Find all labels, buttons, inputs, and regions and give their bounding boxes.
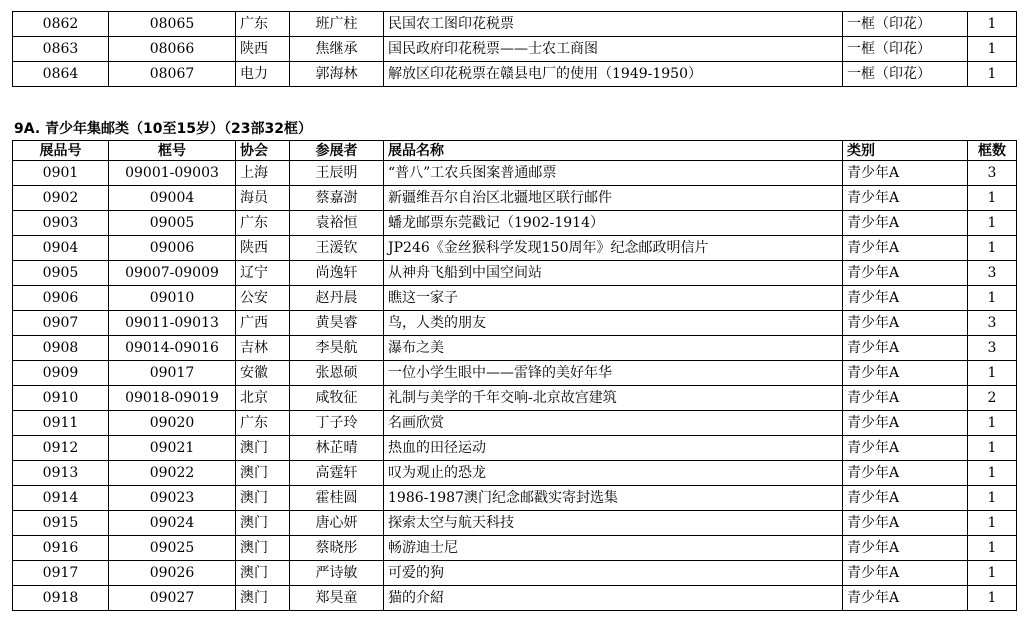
association-cell: 上海: [236, 161, 290, 186]
category-cell: 青少年A: [843, 361, 968, 386]
exhibitor-cell: 张恩硕: [290, 361, 384, 386]
exhibit-no-cell: 0907: [13, 311, 109, 336]
exhibit-name-cell: 鸟，人类的朋友: [384, 311, 843, 336]
frame-count-cell: 1: [968, 536, 1017, 561]
table-row: [13, 161, 1017, 186]
exhibit-no-cell: 0918: [13, 586, 109, 611]
exhibit-no-cell: 0864: [13, 62, 109, 87]
frame-no-cell: 09007-09009: [109, 261, 236, 286]
frame-count-cell: 1: [968, 511, 1017, 536]
category-cell: 青少年A: [843, 586, 968, 611]
frame-no-cell: 09004: [109, 186, 236, 211]
exhibitor-cell: 王辰明: [290, 161, 384, 186]
table-row: [13, 236, 1017, 261]
youth-exhibits-table: [12, 140, 1017, 611]
exhibit-name-cell: 新疆维吾尔自治区北疆地区联行邮件: [384, 186, 843, 211]
table-row: [13, 536, 1017, 561]
exhibit-name-cell: 畅游迪士尼: [384, 536, 843, 561]
frame-no-cell: 09010: [109, 286, 236, 311]
exhibit-name-cell: 从神舟飞船到中国空间站: [384, 261, 843, 286]
category-cell: 青少年A: [843, 336, 968, 361]
exhibit-no-cell: 0911: [13, 411, 109, 436]
frame-no-cell: 09020: [109, 411, 236, 436]
frame-count-cell: 1: [968, 37, 1017, 62]
association-cell: 广东: [236, 411, 290, 436]
category-cell: 青少年A: [843, 236, 968, 261]
exhibit-no-cell: 0908: [13, 336, 109, 361]
frame-count-cell: 3: [968, 261, 1017, 286]
exhibitor-cell: 尚逸轩: [290, 261, 384, 286]
association-cell: 安徽: [236, 361, 290, 386]
header-association: 协会: [236, 141, 290, 161]
exhibit-name-cell: 一位小学生眼中——雷锋的美好年华: [384, 361, 843, 386]
exhibitor-cell: 丁子玲: [290, 411, 384, 436]
frame-no-cell: 08065: [109, 12, 236, 37]
exhibitor-cell: 赵丹晨: [290, 286, 384, 311]
table-row: [13, 62, 1017, 87]
association-cell: 海员: [236, 186, 290, 211]
exhibit-no-cell: 0909: [13, 361, 109, 386]
category-cell: 青少年A: [843, 286, 968, 311]
category-cell: 青少年A: [843, 511, 968, 536]
table-row: [13, 586, 1017, 611]
frame-no-cell: 09024: [109, 511, 236, 536]
exhibitor-cell: 霍桂圆: [290, 486, 384, 511]
exhibitor-cell: 王湲钦: [290, 236, 384, 261]
exhibit-name-cell: JP246《金丝猴科学发现150周年》纪念邮政明信片: [384, 236, 843, 261]
exhibitor-cell: 郑昊童: [290, 586, 384, 611]
table-row: [13, 12, 1017, 37]
category-cell: 青少年A: [843, 211, 968, 236]
exhibitor-cell: 郭海林: [290, 62, 384, 87]
exhibit-name-cell: 国民政府印花税票——士农工商图: [384, 37, 843, 62]
exhibitor-cell: 唐心妍: [290, 511, 384, 536]
exhibitor-cell: 严诗敏: [290, 561, 384, 586]
frame-no-cell: 09027: [109, 586, 236, 611]
frame-count-cell: 1: [968, 186, 1017, 211]
exhibit-no-cell: 0912: [13, 436, 109, 461]
association-cell: 澳门: [236, 436, 290, 461]
header-exhibitor: 参展者: [290, 141, 384, 161]
category-cell: 一框（印花）: [843, 37, 968, 62]
category-cell: 青少年A: [843, 536, 968, 561]
exhibitor-cell: 焦继承: [290, 37, 384, 62]
exhibit-no-cell: 0862: [13, 12, 109, 37]
frame-no-cell: 09018-09019: [109, 386, 236, 411]
frame-no-cell: 08067: [109, 62, 236, 87]
table-row: [13, 186, 1017, 211]
exhibitor-cell: 蔡嘉澍: [290, 186, 384, 211]
exhibit-name-cell: 瀑布之美: [384, 336, 843, 361]
exhibit-no-cell: 0863: [13, 37, 109, 62]
exhibitor-cell: 班广柱: [290, 12, 384, 37]
header-exhibit-no: 展品号: [13, 141, 109, 161]
association-cell: 广西: [236, 311, 290, 336]
exhibitor-cell: 蔡晓彤: [290, 536, 384, 561]
category-cell: 青少年A: [843, 436, 968, 461]
frame-no-cell: 09021: [109, 436, 236, 461]
association-cell: 广东: [236, 12, 290, 37]
table-row: [13, 211, 1017, 236]
exhibit-no-cell: 0916: [13, 536, 109, 561]
exhibitor-cell: 李昊航: [290, 336, 384, 361]
exhibit-name-cell: 解放区印花税票在赣县电厂的使用（1949-1950）: [384, 62, 843, 87]
exhibitor-cell: 黄昊睿: [290, 311, 384, 336]
exhibit-no-cell: 0914: [13, 486, 109, 511]
association-cell: 吉林: [236, 336, 290, 361]
exhibit-no-cell: 0902: [13, 186, 109, 211]
exhibit-name-cell: 猫的介紹: [384, 586, 843, 611]
frame-count-cell: 1: [968, 236, 1017, 261]
association-cell: 澳门: [236, 536, 290, 561]
category-cell: 青少年A: [843, 561, 968, 586]
category-cell: 青少年A: [843, 386, 968, 411]
exhibitor-cell: 高霆轩: [290, 461, 384, 486]
exhibit-name-cell: 民国农工图印花税票: [384, 12, 843, 37]
frame-no-cell: 09017: [109, 361, 236, 386]
table-row: [13, 486, 1017, 511]
category-cell: 一框（印花）: [843, 62, 968, 87]
association-cell: 澳门: [236, 561, 290, 586]
category-cell: 青少年A: [843, 486, 968, 511]
frame-count-cell: 3: [968, 336, 1017, 361]
table-row: [13, 386, 1017, 411]
table-row: [13, 261, 1017, 286]
frame-count-cell: 3: [968, 311, 1017, 336]
frame-no-cell: 09011-09013: [109, 311, 236, 336]
exhibit-name-cell: 蟠龙邮票东莞戳记（1902-1914）: [384, 211, 843, 236]
frame-no-cell: 09023: [109, 486, 236, 511]
category-cell: 青少年A: [843, 161, 968, 186]
table-row: [13, 561, 1017, 586]
frame-no-cell: 09022: [109, 461, 236, 486]
frame-no-cell: 09026: [109, 561, 236, 586]
exhibit-no-cell: 0910: [13, 386, 109, 411]
exhibit-name-cell: 瞧这一家子: [384, 286, 843, 311]
category-cell: 青少年A: [843, 186, 968, 211]
table-row: [13, 436, 1017, 461]
association-cell: 北京: [236, 386, 290, 411]
association-cell: 陕西: [236, 236, 290, 261]
exhibit-name-cell: 礼制与美学的千年交响-北京故宫建筑: [384, 386, 843, 411]
frame-count-cell: 2: [968, 386, 1017, 411]
exhibit-no-cell: 0901: [13, 161, 109, 186]
exhibit-no-cell: 0915: [13, 511, 109, 536]
exhibitor-cell: 林芷晴: [290, 436, 384, 461]
association-cell: 广东: [236, 211, 290, 236]
association-cell: 澳门: [236, 586, 290, 611]
table-row: [13, 336, 1017, 361]
frame-count-cell: 1: [968, 411, 1017, 436]
exhibit-no-cell: 0903: [13, 211, 109, 236]
association-cell: 电力: [236, 62, 290, 87]
frame-no-cell: 09001-09003: [109, 161, 236, 186]
exhibit-name-cell: 热血的田径运动: [384, 436, 843, 461]
frame-count-cell: 1: [968, 486, 1017, 511]
header-category: 类别: [843, 141, 968, 161]
table-row: [13, 461, 1017, 486]
association-cell: 澳门: [236, 511, 290, 536]
category-cell: 一框（印花）: [843, 12, 968, 37]
frame-count-cell: 3: [968, 161, 1017, 186]
exhibit-name-cell: “普八”工农兵图案普通邮票: [384, 161, 843, 186]
exhibitor-cell: 袁裕恒: [290, 211, 384, 236]
exhibitor-cell: 咸牧征: [290, 386, 384, 411]
table-row: [13, 361, 1017, 386]
exhibit-no-cell: 0913: [13, 461, 109, 486]
table-row: [13, 311, 1017, 336]
exhibit-no-cell: 0905: [13, 261, 109, 286]
frame-count-cell: 1: [968, 561, 1017, 586]
previous-section-table: [12, 11, 1017, 87]
frame-no-cell: 09005: [109, 211, 236, 236]
category-cell: 青少年A: [843, 411, 968, 436]
table-row: [13, 37, 1017, 62]
frame-no-cell: 09006: [109, 236, 236, 261]
category-cell: 青少年A: [843, 261, 968, 286]
frame-no-cell: 08066: [109, 37, 236, 62]
table-row: [13, 286, 1017, 311]
header-frame-count: 框数: [968, 141, 1017, 161]
association-cell: 辽宁: [236, 261, 290, 286]
exhibit-no-cell: 0904: [13, 236, 109, 261]
frame-count-cell: 1: [968, 12, 1017, 37]
header-frame-no: 框号: [109, 141, 236, 161]
section-title: 9A. 青少年集邮类（10至15岁）（23部32框）: [14, 121, 312, 137]
frame-count-cell: 1: [968, 211, 1017, 236]
category-cell: 青少年A: [843, 311, 968, 336]
association-cell: 澳门: [236, 461, 290, 486]
exhibit-name-cell: 名画欣赏: [384, 411, 843, 436]
exhibit-name-cell: 1986-1987澳门纪念邮戳实寄封选集: [384, 486, 843, 511]
association-cell: 公安: [236, 286, 290, 311]
frame-no-cell: 09014-09016: [109, 336, 236, 361]
header-exhibit-name: 展品名称: [384, 141, 843, 161]
table-row: [13, 411, 1017, 436]
table-header-row: [13, 141, 1017, 161]
frame-count-cell: 1: [968, 286, 1017, 311]
exhibit-name-cell: 可爱的狗: [384, 561, 843, 586]
exhibit-name-cell: 叹为观止的恐龙: [384, 461, 843, 486]
frame-count-cell: 1: [968, 461, 1017, 486]
frame-count-cell: 1: [968, 62, 1017, 87]
exhibit-name-cell: 探索太空与航天科技: [384, 511, 843, 536]
exhibit-no-cell: 0906: [13, 286, 109, 311]
frame-count-cell: 1: [968, 361, 1017, 386]
table-row: [13, 511, 1017, 536]
association-cell: 陕西: [236, 37, 290, 62]
category-cell: 青少年A: [843, 461, 968, 486]
frame-count-cell: 1: [968, 436, 1017, 461]
exhibit-no-cell: 0917: [13, 561, 109, 586]
association-cell: 澳门: [236, 486, 290, 511]
frame-no-cell: 09025: [109, 536, 236, 561]
frame-count-cell: 1: [968, 586, 1017, 611]
